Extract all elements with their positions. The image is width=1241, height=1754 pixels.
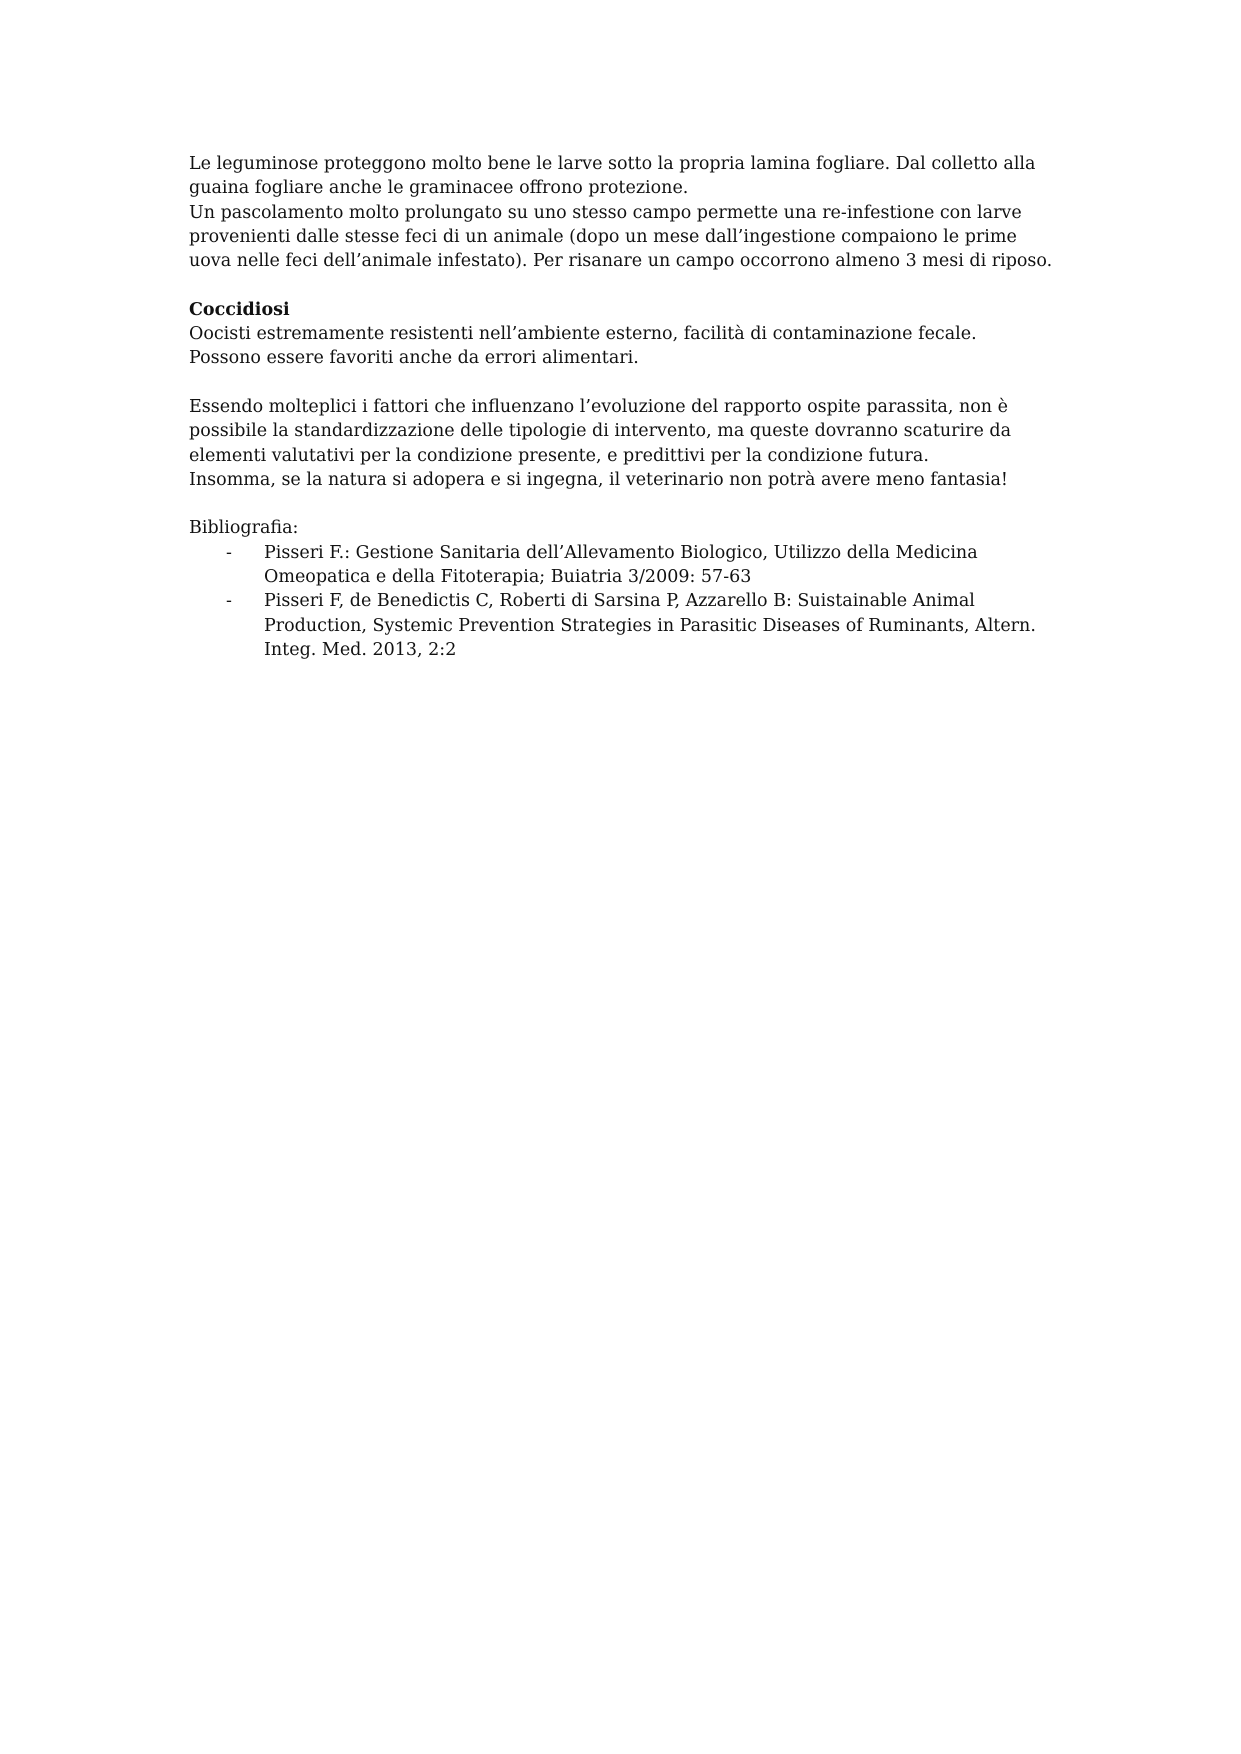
- text-line: elementi valutativi per la condizione presente, e predittivi per la condizione futura.: [189, 445, 929, 466]
- text-line: Production, Systemic Prevention Strategies in Parasitic Diseases of Ruminants, Altern.: [264, 615, 1036, 636]
- section-heading-coccidiosi: Coccidiosi: [189, 299, 290, 320]
- section-bibliography: [189, 516, 1069, 662]
- bibliography-label: Bibliografia:: [189, 518, 299, 539]
- bibliography-list: [189, 541, 1069, 662]
- text-line: uova nelle feci dell’animale infestato). Per risanare un campo occorrono almeno 3 mesi di riposo.: [189, 251, 1053, 272]
- paragraph-conclusion: [189, 395, 1069, 492]
- list-dash: -: [226, 591, 232, 612]
- paragraph-pasture-larvae: [189, 152, 1069, 273]
- text-line: Essendo molteplici i fattori che influenzano l’evoluzione del rapporto ospite parassita, non è: [189, 396, 1008, 417]
- document-body: [189, 152, 1069, 662]
- section-coccidiosi: [189, 298, 1069, 371]
- text-line: Pisseri F, de Benedictis C, Roberti di Sarsina P, Azzarello B: Suistainable Animal: [264, 591, 975, 612]
- text-line: Un pascolamento molto prolungato su uno stesso campo permette una re-infestione con larve: [189, 202, 1022, 223]
- paragraph-spacer: [189, 273, 1069, 297]
- text-line: guaina fogliare anche le graminacee offrono protezione.: [189, 178, 689, 199]
- text-line: Possono essere favoriti anche da errori alimentari.: [189, 348, 639, 369]
- list-dash: -: [226, 542, 232, 563]
- text-line: Integ. Med. 2013, 2:2: [264, 639, 457, 660]
- text-line: Omeopatica e della Fitoterapia; Buiatria 3/2009: 57-63: [264, 567, 752, 588]
- text-line: Pisseri F.: Gestione Sanitaria dell’Allevamento Biologico, Utilizzo della Medicina: [264, 542, 978, 563]
- text-line: Insomma, se la natura si adopera e si ingegna, il veterinario non potrà avere meno fantasia!: [189, 469, 1008, 490]
- bibliography-item: [189, 589, 1069, 662]
- text-line: possibile la standardizzazione delle tipologie di intervento, ma queste dovranno scaturire da: [189, 421, 1012, 442]
- text-line: Le leguminose proteggono molto bene le larve sotto la propria lamina fogliare. Dal colletto alla: [189, 154, 1036, 174]
- bibliography-item: [189, 541, 1069, 590]
- text-line: Oocisti estremamente resistenti nell’ambiente esterno, facilità di contaminazione fecale.: [189, 324, 977, 345]
- paragraph-spacer: [189, 492, 1069, 516]
- text-line: provenienti dalle stesse feci di un animale (dopo un mese dall’ingestione compaiono le prime: [189, 226, 1017, 247]
- paragraph-spacer: [189, 371, 1069, 395]
